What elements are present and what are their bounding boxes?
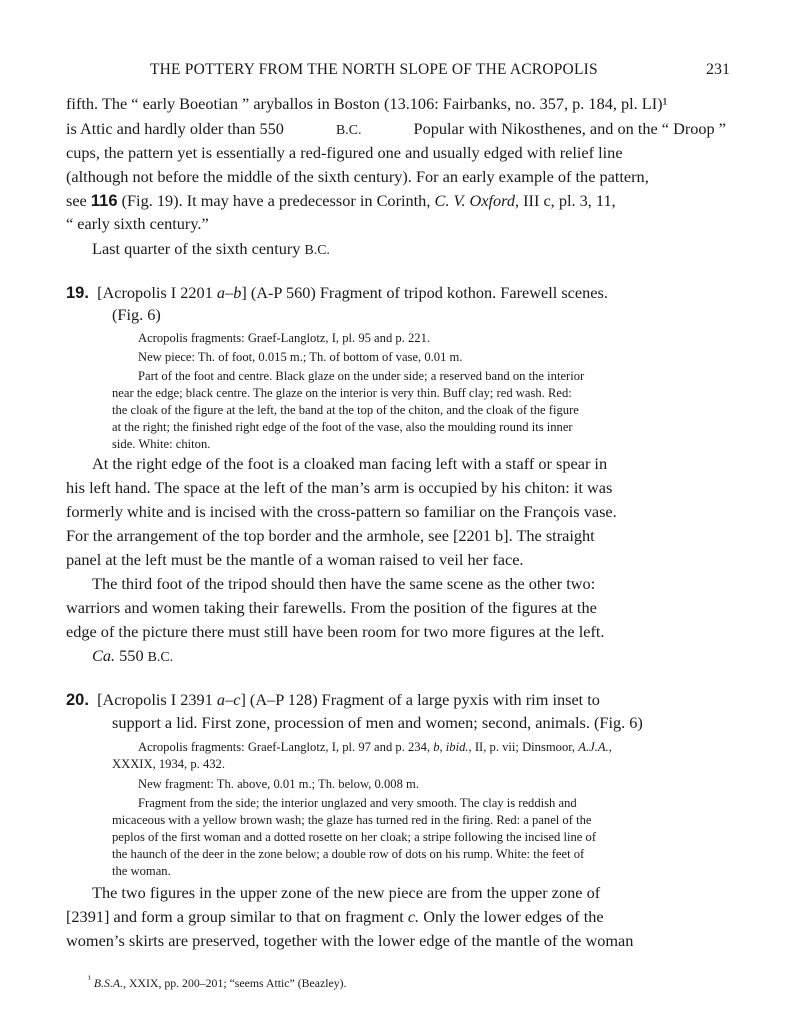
text-line: For the arrangement of the top border and the armhole, see [2201 b]. The straight <box>66 526 595 545</box>
date-line: Ca. 550 B.C. <box>92 646 174 665</box>
page-number: 231 <box>706 61 730 78</box>
reference-line: Acropolis fragments: Graef-Langlotz, I, pl. 97 and p. 234, b, ibid., II, p. vii; Dinsmoor, A.J.A., <box>138 740 612 754</box>
text-line: (Fig. 6) <box>112 305 161 324</box>
description-line: micaceous with a yellow brown wash; the glaze has turned red in the firing. Red: a panel of the <box>112 813 592 827</box>
text-line: fifth. The “ early Boeotian ” aryballos in Boston (13.106: Fairbanks, no. 357, p. 184, pl. LI)¹ <box>66 94 668 113</box>
footnote: $^{^1}$ B.S.A., XXIX, pp. 200–201; “seems Attic” (Beazley). <box>88 974 347 990</box>
description-line: side. White: chiton. <box>112 437 211 451</box>
measurement-line: New fragment: Th. above, 0.01 m.; Th. below, 0.008 m. <box>138 777 419 791</box>
text-line: edge of the picture there must still have been room for two more figures at the left. <box>66 622 605 641</box>
reference-line: XXXIX, 1934, p. 432. <box>112 757 225 771</box>
measurement-line: New piece: Th. of foot, 0.015 m.; Th. of bottom of vase, 0.01 m. <box>138 350 463 364</box>
text-line: [2391] and form a group similar to that on fragment c. Only the lower edges of the <box>66 907 604 926</box>
description-line: at the right; the finished right edge of the foot of the vase, also the moulding round its inner <box>112 420 573 434</box>
entry-number: 19. <box>66 284 89 302</box>
text-line: women’s skirts are preserved, together with the lower edge of the mantle of the woman <box>66 931 634 950</box>
text-line: “ early sixth century.” <box>66 214 209 233</box>
description-line: near the edge; black centre. The glaze on the interior is very thin. Buff clay; red wash. Red: <box>112 386 572 400</box>
description-line: Part of the foot and centre. Black glaze on the under side; a reserved band on the interior <box>138 369 585 383</box>
text-line: formerly white and is incised with the cross-pattern so familiar on the François vase. <box>66 502 617 521</box>
text-line: warriors and women taking their farewells. From the position of the figures at the <box>66 598 597 617</box>
cross-reference: 116 <box>90 192 118 210</box>
text-line: is Attic and hardly older than 550 B.C. Popular with Nikosthenes, and on the “ Droop ” <box>66 119 726 138</box>
text-line: (although not before the middle of the sixth century). For an early example of the pattern, <box>66 167 649 186</box>
description-line: the cloak of the figure at the left, the band at the top of the chiton, and the cloak of the figure <box>112 403 579 417</box>
description-line: Fragment from the side; the interior unglazed and very smooth. The clay is reddish and <box>138 796 577 810</box>
text-line: cups, the pattern yet is essentially a red-figured one and usually edged with relief line <box>66 143 623 162</box>
description-line: the woman. <box>112 864 171 878</box>
date-line: Last quarter of the sixth century B.C. <box>92 239 330 258</box>
text-line: see 116 (Fig. 19). It may have a predecessor in Corinth, C. V. Oxford, III c, pl. 3, 11, <box>66 191 616 210</box>
description-line: the haunch of the deer in the zone below; a double row of dots on his rump. White: the feet of <box>112 847 585 861</box>
text-line: At the right edge of the foot is a cloaked man facing left with a staff or spear in <box>92 454 608 473</box>
entry-number: 20. <box>66 691 89 709</box>
running-head <box>150 61 730 83</box>
text-line: panel at the left must be the mantle of a woman raised to veil her face. <box>66 550 524 569</box>
description-line: peplos of the first woman and a dotted rosette on her cloak; a stripe following the incised line of <box>112 830 597 844</box>
entry-heading: 20. [Acropolis I 2391 a–c] (A–P 128) Fragment of a large pyxis with rim inset to <box>66 690 600 709</box>
text-line: his left hand. The space at the left of the man’s arm is occupied by his chiton: it was <box>66 478 613 497</box>
text-line: The two figures in the upper zone of the new piece are from the upper zone of <box>92 883 601 902</box>
entry-heading: 19. [Acropolis I 2201 a–b] (A-P 560) Fragment of tripod kothon. Farewell scenes. <box>66 283 608 302</box>
text-line: support a lid. First zone, procession of men and women; second, animals. (Fig. 6) <box>112 713 643 732</box>
reference-line: Acropolis fragments: Graef-Langlotz, I, pl. 95 and p. 221. <box>138 331 431 345</box>
running-title: THE POTTERY FROM THE NORTH SLOPE OF THE ACROPOLIS <box>150 61 598 78</box>
text-line: The third foot of the tripod should then have the same scene as the other two: <box>92 574 596 593</box>
